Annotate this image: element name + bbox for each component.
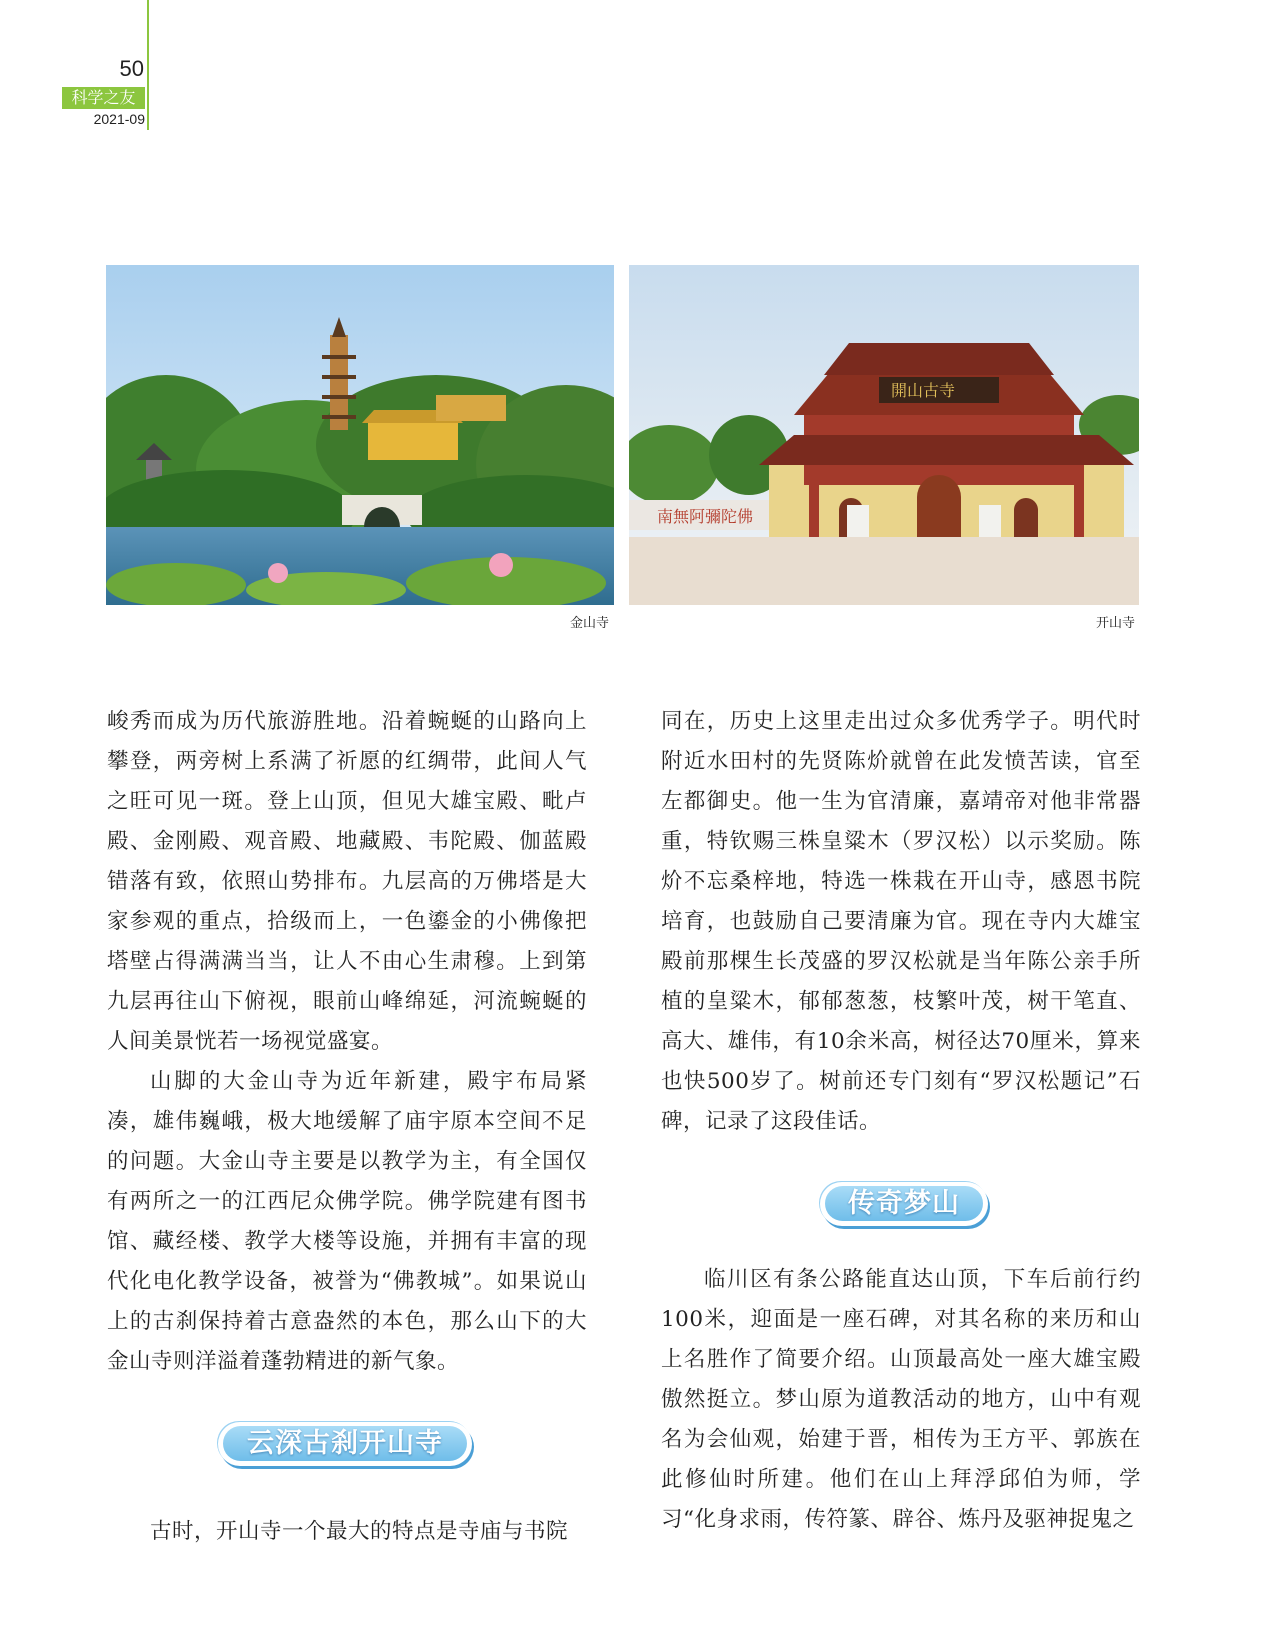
section-heading-mengshan: [820, 1182, 988, 1226]
photo-jinshan-temple: [106, 265, 614, 605]
section-heading-text: 传奇梦山: [825, 1186, 983, 1221]
paragraph: 峻秀而成为历代旅游胜地。沿着蜿蜒的山路向上攀登，两旁树上系满了祈愿的红绸带，此间人气之旺可见一斑。登上山顶，但见大雄宝殿、毗卢殿、金刚殿、观音殿、地藏殿、韦陀殿、伽蓝殿错落有致，依照山势排布。九层高的万佛塔是大家参观的重点，拾级而上，一色鎏金的小佛像把塔壁占得满满当当，让人不由心生肃穆。上到第九层再往山下俯视，眼前山峰绵延，河流蜿蜒的人间美景恍若一场视觉盛宴。: [107, 709, 587, 1054]
header-rule: [147, 0, 149, 130]
paragraph: 同在，历史上这里走出过众多优秀学子。明代时附近水田村的先贤陈炌就曾在此发愤苦读，官至左都御史。他一生为官清廉，嘉靖帝对他非常器重，特钦赐三株皇粱木（罗汉松）以示奖励。陈炌不忘桑梓地，特选一株栽在开山寺，感恩书院培育，也鼓励自己要清廉为官。现在寺内大雄宝殿前那棵生长茂盛的罗汉松就是当年陈公亲手所植的皇粱木，郁郁葱葱，枝繁叶茂，树干笔直、高大、雄伟，有10余米高，树径达70厘米，算来也快500岁了。树前还专门刻有“罗汉松题记”石碑，记录了这段佳话。: [661, 709, 1141, 1134]
wall-inscription: 南無阿彌陀佛: [657, 507, 754, 526]
article-column-right-bottom: [661, 1260, 1141, 1540]
photo-caption: 金山寺: [570, 616, 610, 631]
photo-kaishan-temple: [629, 265, 1139, 605]
gate-sign: 開山古寺: [891, 381, 956, 400]
paragraph: 临川区有条公路能直达山顶，下车后前行约100米，迎面是一座石碑，对其名称的来历和山上名胜作了简要介绍。山顶最高处一座大雄宝殿傲然挺立。梦山原为道教活动的地方，山中有观名为会仙观，始建于晋，相传为王方平、郭族在此修仙时所建。他们在山上拜浮邱伯为师，学习“化身求雨，传符篆、辟谷、炼丹及驱神捉鬼之: [661, 1267, 1141, 1532]
article-column-left: [107, 702, 587, 1382]
paragraph: 山脚的大金山寺为近年新建，殿宇布局紧凑，雄伟巍峨，极大地缓解了庙宇原本空间不足的问题。大金山寺主要是以教学为主，有全国仅有两所之一的江西尼众佛学院。佛学院建有图书馆、藏经楼、教学大楼等设施，并拥有丰富的现代化电化教学设备，被誉为“佛教城”。如果说山上的古刹保持着古意盎然的本色，那么山下的大金山寺则洋溢着蓬勃精进的新气象。: [107, 1069, 587, 1374]
section-heading-kaishan: [218, 1422, 472, 1466]
magazine-name: 科学之友: [62, 87, 145, 109]
section-heading-text: 云深古刹开山寺: [223, 1426, 467, 1461]
page-number: 50: [119, 56, 144, 81]
article-column-right: [661, 702, 1141, 1142]
paragraph: 古时，开山寺一个最大的特点是寺庙与书院: [150, 1519, 569, 1544]
article-column-left-bottom: [107, 1512, 587, 1552]
photo-caption: 开山寺: [1096, 616, 1136, 631]
issue-date: 2021-09: [93, 111, 145, 127]
